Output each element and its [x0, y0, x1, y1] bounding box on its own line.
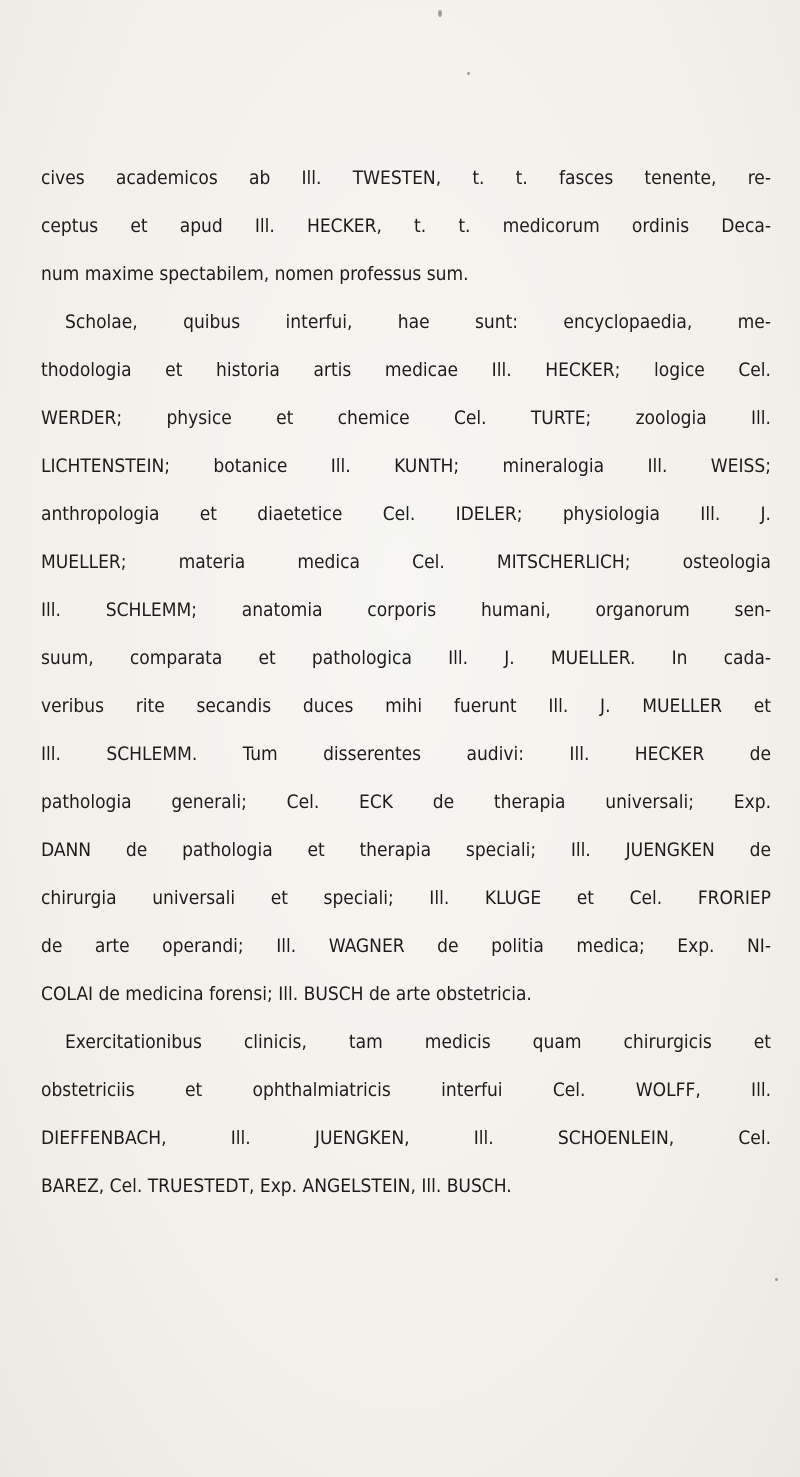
paper-speck — [775, 1278, 778, 1281]
text-line: de arte operandi; Ill. WAGNER de politia medica; Exp. NI- — [41, 935, 771, 957]
text-line: num maxime spectabilem, nomen professus sum. — [41, 263, 469, 285]
text-line: Ill. SCHLEMM; anatomia corporis humani, organorum sen- — [41, 599, 771, 621]
text-line: WERDER; physice et chemice Cel. TURTE; zoologia Ill. — [41, 407, 771, 429]
paper-speck — [467, 72, 470, 75]
text-line: COLAI de medicina forensi; Ill. BUSCH de arte obstetricia. — [41, 983, 532, 1005]
text-line: BAREZ, Cel. TRUESTEDT, Exp. ANGELSTEIN, Ill. BUSCH. — [41, 1175, 512, 1197]
text-line: cives academicos ab Ill. TWESTEN, t. t. fasces tenente, re- — [41, 167, 771, 189]
text-line: obstetriciis et ophthalmiatricis interfui Cel. WOLFF, Ill. — [41, 1079, 771, 1101]
text-line: MUELLER; materia medica Cel. MITSCHERLICH; osteologia — [41, 551, 771, 573]
text-line: Exercitationibus clinicis, tam medicis quam chirurgicis et — [65, 1031, 771, 1053]
text-line: suum, comparata et pathologica Ill. J. MUELLER. In cada- — [41, 647, 771, 669]
paper-speck — [438, 10, 442, 17]
document-text — [41, 154, 771, 1210]
text-line: anthropologia et diaetetice Cel. IDELER; physiologia Ill. J. — [41, 503, 771, 525]
paragraph-2 — [41, 298, 771, 1018]
text-line: veribus rite secandis duces mihi fuerunt Ill. J. MUELLER et — [41, 695, 771, 717]
text-line: DIEFFENBACH, Ill. JUENGKEN, Ill. SCHOENLEIN, Cel. — [41, 1127, 771, 1149]
paragraph-3 — [41, 1018, 771, 1210]
text-line: ceptus et apud Ill. HECKER, t. t. medicorum ordinis Deca- — [41, 215, 771, 237]
text-line: chirurgia universali et speciali; Ill. KLUGE et Cel. FRORIEP — [41, 887, 771, 909]
text-line: DANN de pathologia et therapia speciali; Ill. JUENGKEN de — [41, 839, 771, 861]
paragraph-1 — [41, 154, 771, 298]
text-line: LICHTENSTEIN; botanice Ill. KUNTH; mineralogia Ill. WEISS; — [41, 455, 771, 477]
text-line: Scholae, quibus interfui, hae sunt: encyclopaedia, me- — [65, 311, 771, 333]
text-line: thodologia et historia artis medicae Ill. HECKER; logice Cel. — [41, 359, 771, 381]
text-line: Ill. SCHLEMM. Tum disserentes audivi: Ill. HECKER de — [41, 743, 771, 765]
text-line: pathologia generali; Cel. ECK de therapia universali; Exp. — [41, 791, 771, 813]
